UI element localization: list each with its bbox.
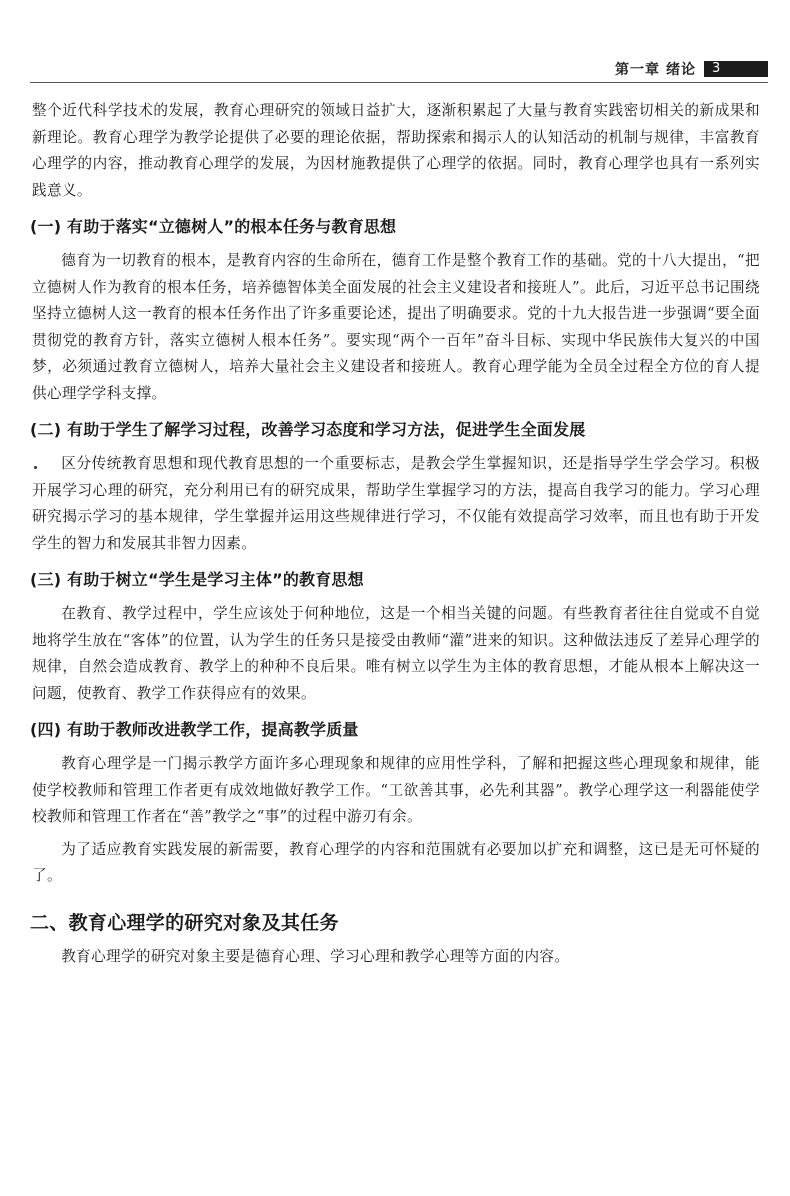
section-heading-1: (一) 有助于落实“立德树人”的根本任务与教育思想	[30, 217, 397, 236]
header-title: 绪论	[666, 62, 696, 78]
intro-paragraph: 整个近代科学技术的发展，教育心理研究的领域日益扩大，逐渐积累起了大量与教育实践密切相关的新成果和新理论。教育心理学为教学论提供了必要的理论依据，帮助探索和揭示人的认知活动的机制与规律，丰富教育心理学的内容，推动教育心理学的发展，为因材施教提供了心理学的依据。同时，教育心理学也具有一系列实践意义。	[32, 102, 760, 199]
page-content	[32, 98, 760, 970]
running-header	[615, 58, 768, 80]
section-2-paragraph: 区分传统教育思想和现代教育思想的一个重要标志，是教会学生掌握知识，还是指导学生学会学习。积极开展学习心理的研究，充分利用已有的研究成果，帮助学生掌握学习的方法，提高自我学习的能力。学习心理研究揭示学习的基本规律，学生掌握并运用这些规律进行学习，不仅能有效提高学习效率，而且也有助于开发学生的智力和发展其非智力因素。	[32, 455, 760, 552]
section-4-paragraph-2: 为了适应教育实践发展的新需要，教育心理学的内容和范围就有必要加以扩充和调整，这已是无可怀疑的了。	[32, 840, 760, 884]
major-paragraph: 教育心理学的研究对象主要是德育心理、学习心理和教学心理等方面的内容。	[61, 947, 570, 965]
major-heading: 二、教育心理学的研究对象及其任务	[30, 911, 339, 934]
section-1-paragraph: 德育为一切教育的根本，是教育内容的生命所在，德育工作是整个教育工作的基础。党的十八大提出，“把立德树人作为教育的根本任务，培养德智体美全面发展的社会主义建设者和接班人”。此后，习近平总书记围绕坚持立德树人这一教育的根本任务作出了许多重要论述，提出了明确要求。党的十九大报告进一步强调“要全面贯彻党的教育方针，落实立德树人根本任务”。要实现“两个一百年”奋斗目标、实现中华民族伟大复兴的中国梦，必须通过教育立德树人，培养大量社会主义建设者和接班人。教育心理学能为全员全过程全方位的育人提供心理学学科支撑。	[32, 252, 760, 402]
section-3-paragraph: 在教育、教学过程中，学生应该处于何种地位，这是一个相当关键的问题。有些教育者往往自觉或不自觉地将学生放在“客体”的位置，认为学生的任务只是接受由教师“灌”进来的知识。这种做法违反了差异心理学的规律，自然会造成教育、教学上的种种不良后果。唯有树立以学生为主体的教育思想，才能从根本上解决这一问题，使教育、教学工作获得应有的效果。	[32, 605, 760, 702]
header-chapter: 第一章	[615, 62, 660, 78]
section-heading-4: (四) 有助于教师改进教学工作，提高教学质量	[30, 720, 359, 739]
page-number: 3	[704, 61, 768, 77]
section-4-paragraph-1: 教育心理学是一门揭示教学方面许多心理现象和规律的应用性学科，了解和把握这些心理现象和规律，能使学校教师和管理工作者更有成效地做好教学工作。“工欲善其事，必先利其器”。教学心理学这一利器能使学校教师和管理工作者在“善”教学之“事”的过程中游刃有余。	[32, 755, 760, 825]
section-heading-3: (三) 有助于树立“学生是学习主体”的教育思想	[30, 570, 364, 589]
header-rule	[30, 82, 768, 83]
section-heading-2: (二) 有助于学生了解学习过程，改善学习态度和学习方法，促进学生全面发展	[30, 420, 586, 439]
